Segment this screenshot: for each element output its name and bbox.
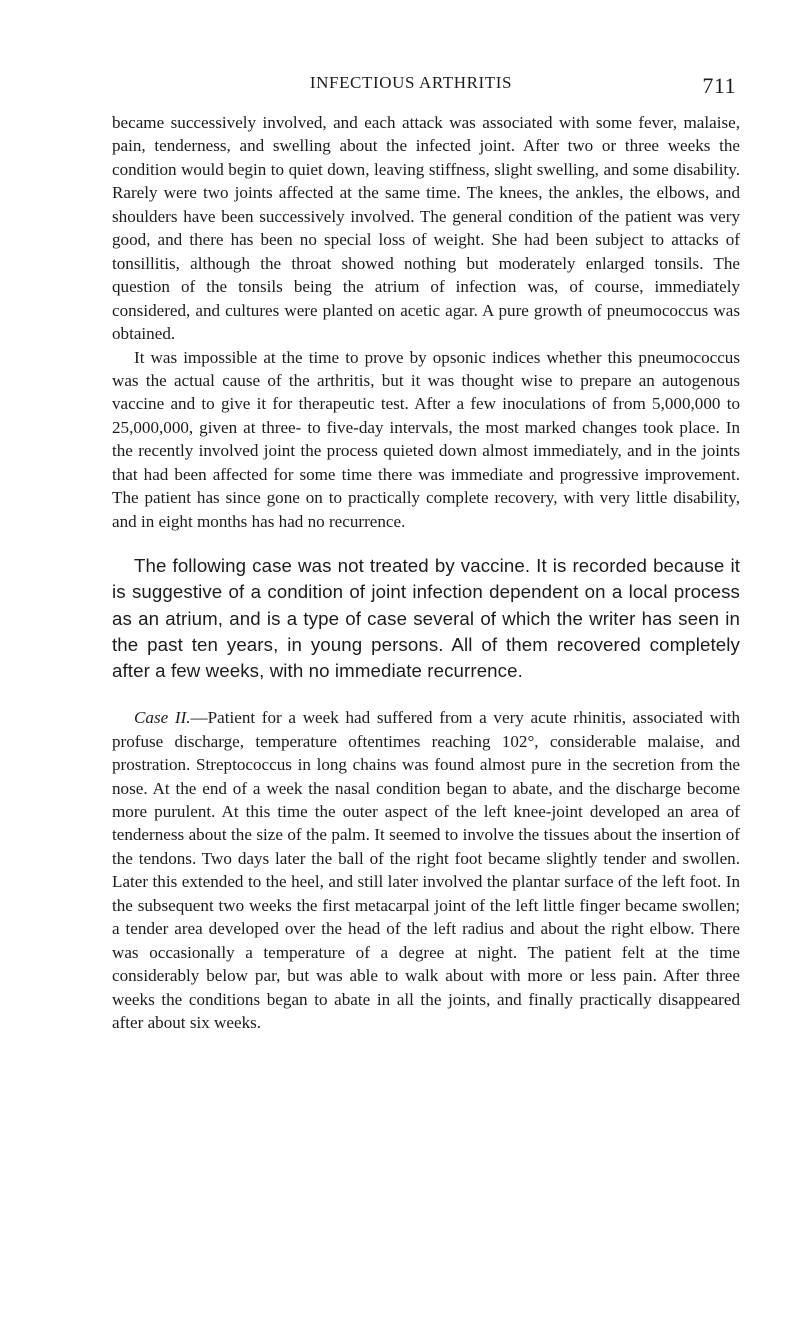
- paragraph-continued: became successively involved, and each attack was associated with some fever, malaise, pain, tenderness, and swelling about the infected joint. After two or three weeks the condition would begin to quiet down, leaving stiffness, slight swelling, and some disability. Rarely were two joints affected at the same time. The knees, the ankles, the elbows, and shoulders have been successively involved. The general condition of the patient was very good, and there has been no special loss of weight. She had been subject to attacks of tonsillitis, although the throat showed nothing but moderately enlarged tonsils. The question of the tonsils being the atrium of infection was, of course, immediately considered, and cultures were planted on acetic agar. A pure growth of pneumococcus was obtained.: [112, 113, 740, 344]
- case-two-text: —Patient for a week had suffered from a very acute rhinitis, associated with profuse discharge, temperature oftentimes reaching 102°, considerable malaise, and prostration. Streptococcus in long chains was found almost pure in the secretion from the nose. At the end of a week the nasal condition began to abate, and the discharge become more purulent. At this time the outer aspect of the left knee-joint developed an area of tenderness about the size of the palm. It seemed to involve the tissues about the insertion of the tendons. Two days later the ball of the right foot became slightly tender and swollen. Later this extended to the heel, and still later involved the plantar surface of the left foot. In the subsequent two weeks the first metacarpal joint of the left little finger became swollen; a tender area developed over the head of the left radius and about the right elbow. There was occasionally a temperature of a degree at night. The patient felt at the time considerably below par, but was able to walk about with more or less pain. After three weeks the conditions began to abate in all the joints, and finally practically disappeared after about six weeks.: [112, 708, 740, 1033]
- case-title: Case II.: [134, 708, 191, 728]
- paragraph-case-two: [112, 706, 740, 1034]
- page-number: 711: [702, 73, 736, 98]
- running-head: INFECTIOUS ARTHRITIS: [309, 73, 513, 92]
- body-text: [112, 111, 740, 1035]
- paragraph-vaccine-test: It was impossible at the time to prove by opsonic indices whether this pneumococcus was the actual cause of the arthritis, but it was thought wise to prepare an autogenous vaccine and to give it for therapeutic test. After a few inoculations of from 5,000,000 to 25,000,000, given at three- to five-day intervals, the most marked changes took place. In the recently involved joint the process quieted down almost immediately, and in the joints that had been affected for some time there was immediate and progressive improvement. The patient has since gone on to practically complete recovery, with very little disability, and in eight months has had no recurrence.: [112, 347, 740, 531]
- paragraph-following-case: The following case was not treated by vaccine. It is recorded because it is suggestive of a condition of joint infection dependent on a local process as an atrium, and is a type of case several of which the writer has seen in the past ten years, in young persons. All of them recovered completely after a few weeks, with no immediate recurrence.: [112, 555, 740, 681]
- page-header: [0, 72, 800, 102]
